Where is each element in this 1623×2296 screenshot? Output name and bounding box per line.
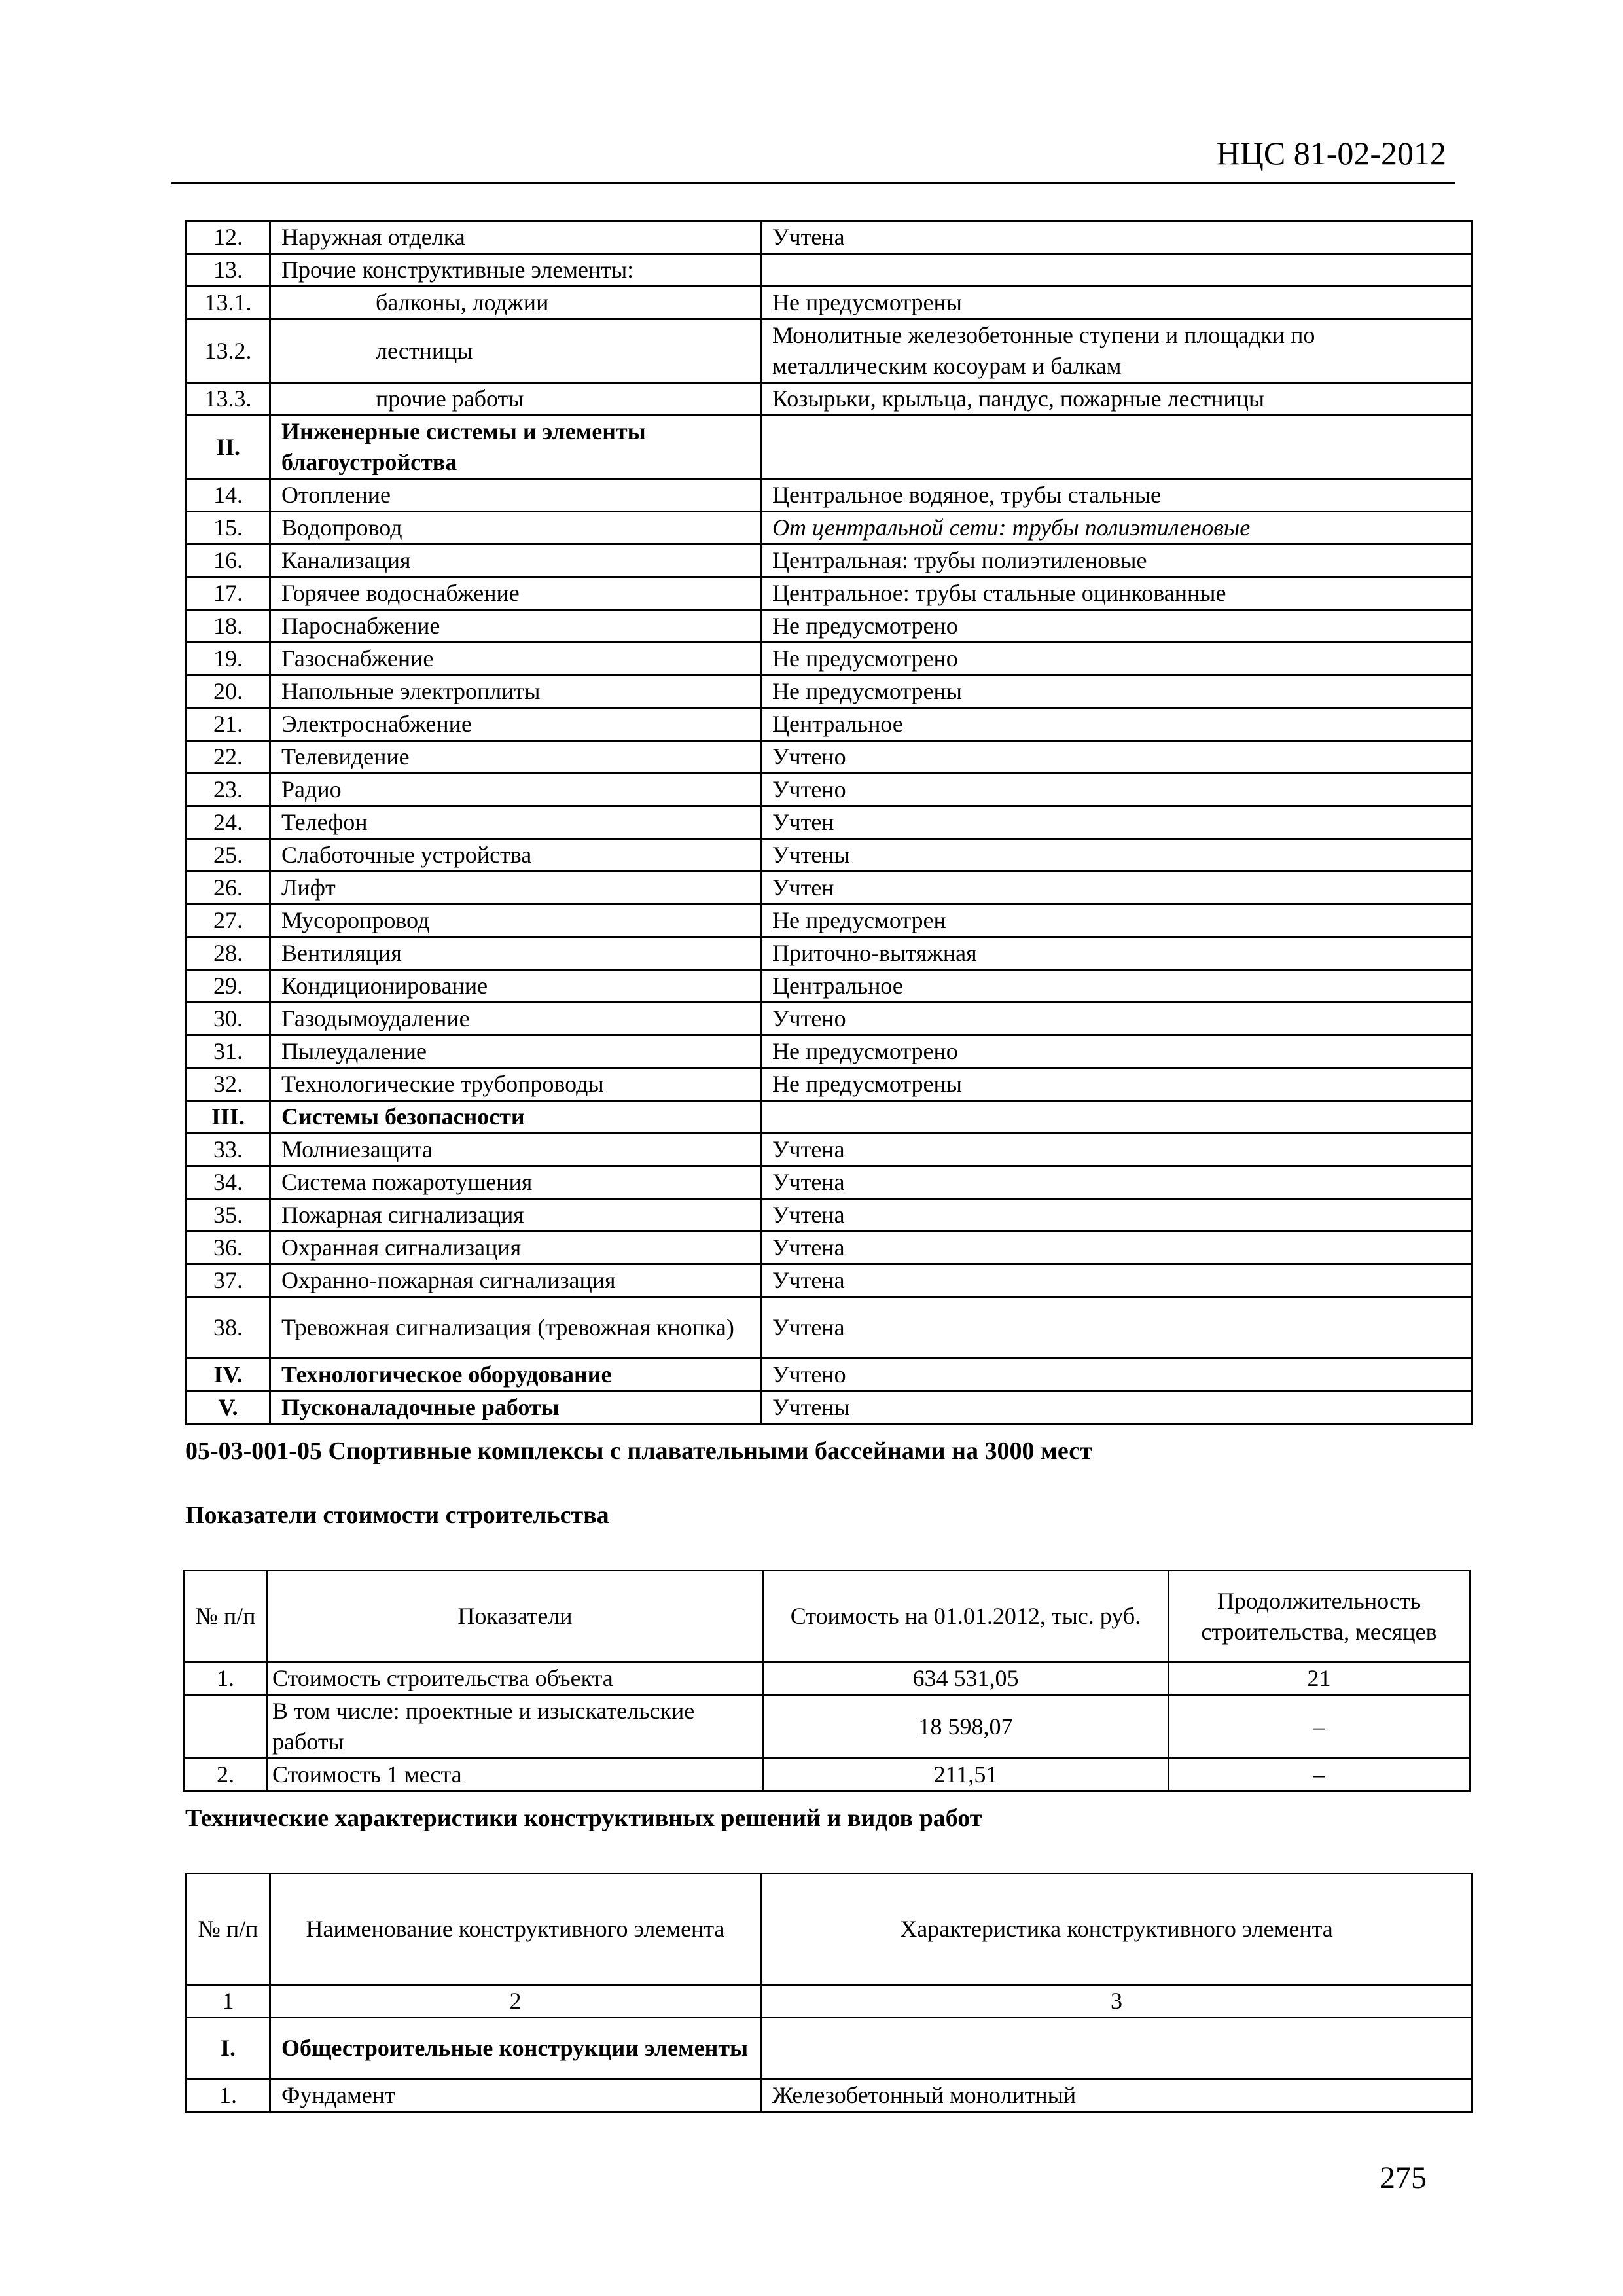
row-element-name: Водопровод — [270, 512, 761, 545]
row-number: IV. — [187, 1359, 270, 1391]
table-row — [187, 1101, 1472, 1134]
table-row — [187, 1199, 1472, 1232]
cost-row-name: Стоимость строительства объекта — [268, 1662, 763, 1695]
row-element-name: Системы безопасности — [270, 1101, 761, 1134]
row-number: 13.2. — [187, 319, 270, 383]
row-element-name: Канализация — [270, 545, 761, 577]
row-element-name: Кондиционирование — [270, 970, 761, 1003]
row-element-name: Газоснабжение — [270, 643, 761, 675]
construction-elements-table-continued — [185, 220, 1473, 1425]
tech-row-number: 1. — [187, 2079, 270, 2112]
row-characteristic: Центральное водяное, трубы стальные — [761, 479, 1472, 512]
row-characteristic: Монолитные железобетонные ступени и площадки по металлическим косоурам и балкам — [761, 319, 1472, 383]
cost-row-duration: – — [1169, 1759, 1470, 1791]
row-number: 35. — [187, 1199, 270, 1232]
row-number: 30. — [187, 1003, 270, 1035]
row-characteristic: Учтен — [761, 806, 1472, 839]
row-element-name: Напольные электроплиты — [270, 675, 761, 708]
row-element-name: Пожарная сигнализация — [270, 1199, 761, 1232]
table-row — [187, 221, 1472, 254]
row-element-name: Радио — [270, 774, 761, 806]
cost-row-number — [184, 1695, 268, 1759]
tech-characteristics-table — [185, 1873, 1473, 2113]
tech-row-name: Общестроительные конструкции элементы — [270, 2018, 761, 2079]
table-row — [187, 1035, 1472, 1068]
table-row — [187, 905, 1472, 937]
row-number: 37. — [187, 1265, 270, 1297]
row-number: 13. — [187, 254, 270, 287]
tech-section-title: Технические характеристики конструктивных решений и видов работ — [185, 1804, 982, 1832]
table-row — [187, 1232, 1472, 1265]
table-row — [187, 479, 1472, 512]
row-element-name: Прочие конструктивные элементы: — [270, 254, 761, 287]
row-number: 38. — [187, 1297, 270, 1359]
row-characteristic: Не предусмотрены — [761, 287, 1472, 319]
row-characteristic: Учтены — [761, 1391, 1472, 1424]
row-number: 18. — [187, 610, 270, 643]
tech-header-name: Наименование конструктивного элемента — [270, 1874, 761, 1985]
row-number: 20. — [187, 675, 270, 708]
cost-header-indicator: Показатели — [268, 1571, 763, 1662]
table-row — [187, 1391, 1472, 1424]
row-number: III. — [187, 1101, 270, 1134]
cost-row-cost: 18 598,07 — [763, 1695, 1169, 1759]
row-number: 22. — [187, 741, 270, 774]
row-number: 26. — [187, 872, 270, 905]
row-characteristic: Центральная: трубы полиэтиленовые — [761, 545, 1472, 577]
table-row — [187, 741, 1472, 774]
row-element-name: Газодымоудаление — [270, 1003, 761, 1035]
document-code: НЦС 81-02-2012 — [1216, 135, 1446, 171]
row-characteristic: Учтено — [761, 774, 1472, 806]
row-number: 25. — [187, 839, 270, 872]
row-element-name: Отопление — [270, 479, 761, 512]
row-number: 14. — [187, 479, 270, 512]
row-characteristic: Не предусмотрены — [761, 675, 1472, 708]
row-element-name: Технологические трубопроводы — [270, 1068, 761, 1101]
table-row — [187, 287, 1472, 319]
table-row — [187, 383, 1472, 416]
table-row — [187, 1297, 1472, 1359]
row-element-name: Инженерные системы и элементы благоустройства — [270, 416, 761, 479]
row-number: 36. — [187, 1232, 270, 1265]
row-number: 28. — [187, 937, 270, 970]
row-number: 29. — [187, 970, 270, 1003]
table-row — [187, 319, 1472, 383]
cost-header-duration: Продолжительность строительства, месяцев — [1169, 1571, 1470, 1662]
row-number: 13.1. — [187, 287, 270, 319]
row-element-name: Охранно-пожарная сигнализация — [270, 1265, 761, 1297]
row-characteristic: Приточно-вытяжная — [761, 937, 1472, 970]
row-number: 27. — [187, 905, 270, 937]
row-characteristic: Козырьки, крыльца, пандус, пожарные лестницы — [761, 383, 1472, 416]
row-characteristic: Учтено — [761, 1359, 1472, 1391]
row-characteristic — [761, 1101, 1472, 1134]
row-number: V. — [187, 1391, 270, 1424]
table-row — [187, 970, 1472, 1003]
tech-row-number: I. — [187, 2018, 270, 2079]
row-characteristic: Учтена — [761, 1166, 1472, 1199]
row-characteristic: Центральное — [761, 970, 1472, 1003]
row-element-name: Пусконаладочные работы — [270, 1391, 761, 1424]
row-element-name: Слаботочные устройства — [270, 839, 761, 872]
row-element-name: Горячее водоснабжение — [270, 577, 761, 610]
table-row — [187, 1359, 1472, 1391]
cost-row-duration: – — [1169, 1695, 1470, 1759]
row-characteristic: Учтена — [761, 1232, 1472, 1265]
row-characteristic: Учтена — [761, 1134, 1472, 1166]
row-element-name: балконы, лоджии — [270, 287, 761, 319]
table-row — [187, 774, 1472, 806]
table-row — [187, 839, 1472, 872]
row-element-name: Пылеудаление — [270, 1035, 761, 1068]
table-row — [187, 1134, 1472, 1166]
row-characteristic: Учтены — [761, 839, 1472, 872]
table-row — [187, 1003, 1472, 1035]
table-row — [187, 254, 1472, 287]
cost-section-title: Показатели стоимости строительства — [185, 1501, 609, 1529]
row-number: 24. — [187, 806, 270, 839]
tech-row-value — [761, 2018, 1472, 2079]
row-characteristic: Не предусмотрено — [761, 1035, 1472, 1068]
tech-header-characteristic: Характеристика конструктивного элемента — [761, 1874, 1472, 1985]
row-number: 12. — [187, 221, 270, 254]
row-number: 19. — [187, 643, 270, 675]
page-number: 275 — [1380, 2161, 1427, 2195]
cost-row-name: Стоимость 1 места — [268, 1759, 763, 1791]
row-characteristic — [761, 416, 1472, 479]
cost-indicators-table — [183, 1570, 1471, 1792]
row-number: 23. — [187, 774, 270, 806]
row-element-name: Телефон — [270, 806, 761, 839]
tech-col-number: 1 — [187, 1985, 270, 2018]
row-number: 16. — [187, 545, 270, 577]
tech-row-value: Железобетонный монолитный — [761, 2079, 1472, 2112]
row-element-name: Лифт — [270, 872, 761, 905]
row-element-name: Пароснабжение — [270, 610, 761, 643]
row-element-name: Наружная отделка — [270, 221, 761, 254]
row-element-name: Электроснабжение — [270, 708, 761, 741]
table-row — [187, 1166, 1472, 1199]
row-characteristic — [761, 254, 1472, 287]
row-element-name: прочие работы — [270, 383, 761, 416]
table-row — [187, 937, 1472, 970]
row-element-name: Технологическое оборудование — [270, 1359, 761, 1391]
row-number: 15. — [187, 512, 270, 545]
row-characteristic: Не предусмотрено — [761, 610, 1472, 643]
tech-header-number: № п/п — [187, 1874, 270, 1985]
row-number: 31. — [187, 1035, 270, 1068]
cost-row-cost: 211,51 — [763, 1759, 1169, 1791]
row-characteristic: От центральной сети: трубы полиэтиленовые — [761, 512, 1472, 545]
row-number: 13.3. — [187, 383, 270, 416]
row-element-name: Тревожная сигнализация (тревожная кнопка) — [270, 1297, 761, 1359]
table-row — [187, 675, 1472, 708]
row-number: 34. — [187, 1166, 270, 1199]
cost-row-duration: 21 — [1169, 1662, 1470, 1695]
row-number: 32. — [187, 1068, 270, 1101]
table-row — [187, 577, 1472, 610]
tech-row-name: Фундамент — [270, 2079, 761, 2112]
row-characteristic: Не предусмотрен — [761, 905, 1472, 937]
row-characteristic: Учтена — [761, 1265, 1472, 1297]
header-rule — [171, 182, 1455, 184]
object-section-title: 05-03-001-05 Спортивные комплексы с плавательными бассейнами на 3000 мест — [185, 1437, 1092, 1465]
cost-row-name: В том числе: проектные и изыскательские работы — [268, 1695, 763, 1759]
table-row — [187, 416, 1472, 479]
tech-col-number: 3 — [761, 1985, 1472, 2018]
cost-row-number: 2. — [184, 1759, 268, 1791]
table-row — [187, 643, 1472, 675]
table-row — [187, 708, 1472, 741]
tech-col-number: 2 — [270, 1985, 761, 2018]
row-element-name: Охранная сигнализация — [270, 1232, 761, 1265]
cost-row-cost: 634 531,05 — [763, 1662, 1169, 1695]
row-element-name: Телевидение — [270, 741, 761, 774]
row-characteristic: Учтено — [761, 1003, 1472, 1035]
cost-header-number: № п/п — [184, 1571, 268, 1662]
table-row — [187, 1068, 1472, 1101]
row-characteristic: Учтена — [761, 1297, 1472, 1359]
row-characteristic: Учтена — [761, 221, 1472, 254]
table-row — [187, 610, 1472, 643]
cost-header-cost: Стоимость на 01.01.2012, тыс. руб. — [763, 1571, 1169, 1662]
row-number: 21. — [187, 708, 270, 741]
row-characteristic: Учтен — [761, 872, 1472, 905]
row-element-name: Система пожаротушения — [270, 1166, 761, 1199]
table-row — [187, 512, 1472, 545]
row-characteristic: Не предусмотрено — [761, 643, 1472, 675]
cost-row-number: 1. — [184, 1662, 268, 1695]
row-element-name: лестницы — [270, 319, 761, 383]
row-number: 17. — [187, 577, 270, 610]
row-number: II. — [187, 416, 270, 479]
row-characteristic: Центральное: трубы стальные оцинкованные — [761, 577, 1472, 610]
table-row — [187, 806, 1472, 839]
row-characteristic: Центральное — [761, 708, 1472, 741]
row-characteristic: Не предусмотрены — [761, 1068, 1472, 1101]
table-row — [187, 545, 1472, 577]
table-row — [187, 872, 1472, 905]
row-element-name: Вентиляция — [270, 937, 761, 970]
row-number: 33. — [187, 1134, 270, 1166]
row-element-name: Мусоропровод — [270, 905, 761, 937]
row-element-name: Молниезащита — [270, 1134, 761, 1166]
row-characteristic: Учтена — [761, 1199, 1472, 1232]
row-characteristic: Учтено — [761, 741, 1472, 774]
table-row — [187, 1265, 1472, 1297]
